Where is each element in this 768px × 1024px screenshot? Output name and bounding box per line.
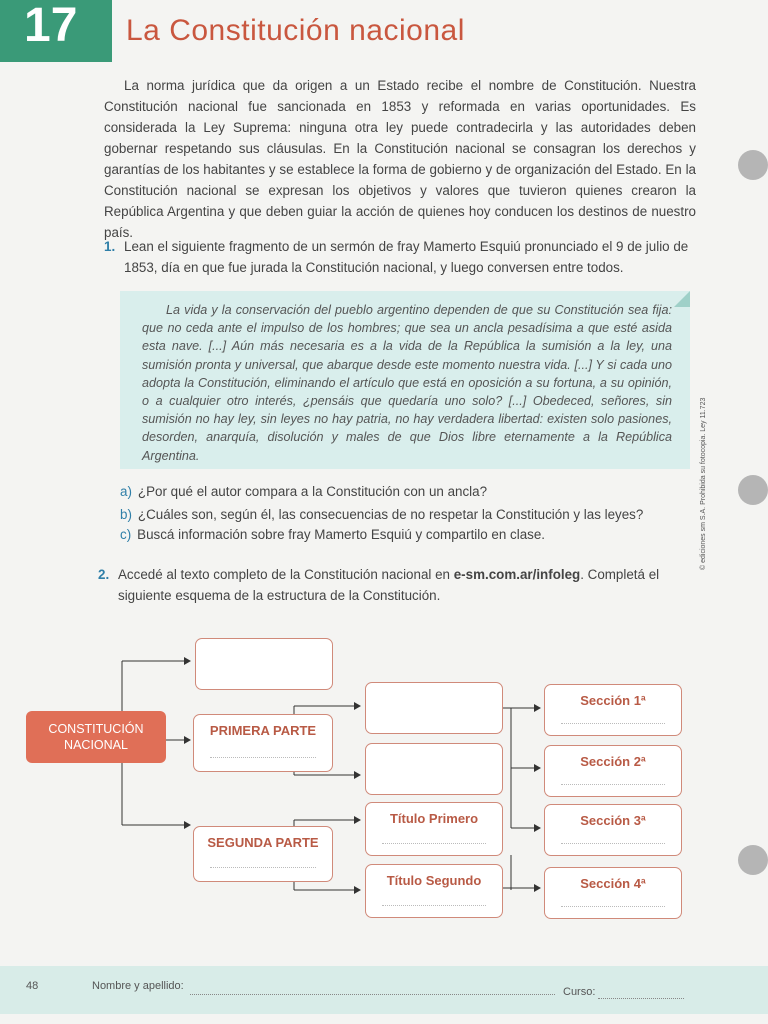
arrow-seccion-2: [534, 764, 541, 772]
chapter-number-badge: 17: [0, 0, 112, 62]
blank-box-capitulo-2[interactable]: [365, 743, 503, 795]
subquestion-a-letter: a): [120, 484, 132, 499]
seccion-2-label: Sección 2ª: [580, 754, 646, 769]
answer-line[interactable]: [561, 906, 665, 907]
copyright-text: © ediciones sm S.A. Prohibida su fotocopia. Ley 11.723: [700, 397, 707, 570]
node-seccion-3: [544, 804, 682, 856]
question-2-number: 2.: [98, 567, 110, 582]
quote-text: La vida y la conservación del pueblo argentino dependen de que su Constitución sea fija: que no ceda ante el impulso de los hombres; que sea un ancla pesadísima a que esté asida esta nave. [...] Aún más necesaria es a la vida de la República la sumisión a la ley, una sumisión pronta y universal, que abarque desde este momento nuestra vida. [...] Y si cada uno adopta la Constitución, eliminando el artículo que está en oposición a su fortuna, a su opinión, o a cualquier otro interés, ¿pensáis que quedaría uno solo? [...] Obedeced, señores, sin sumisión no hay ley, sin leyes no hay patria, no hay verdadera libertad: existen solo pasiones, desorden, anarquía, disolución y males de que Dios libre eternamente a la República Argentina.: [142, 303, 672, 463]
node-segunda-parte: [193, 826, 333, 882]
seccion-4-label: Sección 4ª: [580, 876, 646, 891]
arrow-segunda: [184, 821, 191, 829]
answer-line[interactable]: [382, 905, 486, 906]
blank-box-capitulo-1[interactable]: [365, 682, 503, 734]
course-label: Curso:: [563, 986, 596, 998]
arrow-seccion-1: [534, 704, 541, 712]
name-input-line[interactable]: [190, 994, 555, 995]
node-primera-parte: [193, 714, 333, 772]
node-seccion-2: [544, 745, 682, 797]
answer-line[interactable]: [210, 867, 316, 868]
course-input-line[interactable]: [598, 998, 684, 999]
subquestion-c-letter: c): [120, 527, 132, 542]
node-titulo-segundo: [365, 864, 503, 918]
question-2-text-before: Accedé al texto completo de la Constitución nacional en: [118, 567, 454, 582]
titulo-primero-label: Título Primero: [389, 811, 479, 826]
node-seccion-1: [544, 684, 682, 736]
subquestion-b-letter: b): [120, 507, 132, 522]
primera-parte-label: PRIMERA PARTE: [209, 723, 317, 738]
segunda-parte-label: SEGUNDA PARTE: [207, 835, 319, 850]
arrow-blank-capitulo-2: [354, 771, 361, 779]
question-2-text-after: . Completá el siguiente esquema de la estructura de la Constitución.: [118, 567, 660, 603]
seccion-1-label: Sección 1ª: [580, 693, 646, 708]
answer-line[interactable]: [561, 784, 665, 785]
arrow-titulo-segundo: [354, 886, 361, 894]
titulo-segundo-label: Título Segundo: [386, 873, 482, 888]
seccion-3-label: Sección 3ª: [580, 813, 646, 828]
question-1-text: Lean el siguiente fragmento de un sermón de fray Mamerto Esquiú pronunciado el 9 de julio de 1853, día en que fue jurada la Constitución nacional, y luego conversen entre todos.: [124, 239, 689, 275]
page-number: 48: [26, 980, 39, 992]
arrow-primera: [184, 736, 191, 744]
answer-line[interactable]: [210, 757, 316, 758]
question-1-number: 1.: [104, 239, 116, 254]
intro-text: La norma jurídica que da origen a un Estado recibe el nombre de Constitución. Nuestra Constitución nacional fue sancionada en 1853 y reformada en varias oportunidades. Es considerada la Ley Suprema: ninguna otra ley puede contradecirla y las autoridades deben gobernar respetando sus cláusulas. En la Constitución nacional se consagran los derechos y garantías de los habitantes y se establece la forma de gobierno y de organización del Estado. En la Constitución nacional se expresan los objetivos y valores que tuvieron quienes crearon la República Argentina y que deben guiar la acción de quienes hoy conducen los destinos de nuestro país.: [104, 78, 696, 240]
arrow-blank-top: [184, 657, 191, 665]
arrow-seccion-4: [534, 884, 541, 892]
arrow-titulo-primero: [354, 816, 361, 824]
subquestion-b-text: ¿Cuáles son, según él, las consecuencias de no respetar la Constitución y las leyes?: [137, 507, 644, 522]
answer-line[interactable]: [561, 843, 665, 844]
page-title: La Constitución nacional: [126, 14, 465, 47]
root-node-constitucion: CONSTITUCIÓN NACIONAL: [26, 711, 166, 763]
arrow-blank-capitulo-1: [354, 702, 361, 710]
subquestion-a-text: ¿Por qué el autor compara a la Constitución con un ancla?: [137, 484, 488, 499]
node-titulo-primero: [365, 802, 503, 856]
answer-line[interactable]: [561, 723, 665, 724]
subquestion-c-text: Buscá información sobre fray Mamerto Esquiú y compartilo en clase.: [137, 527, 546, 542]
name-label: Nombre y apellido:: [92, 980, 184, 992]
blank-box-top[interactable]: [195, 638, 333, 690]
arrow-seccion-3: [534, 824, 541, 832]
infoleg-link[interactable]: e-sm.com.ar/infoleg: [453, 567, 581, 582]
node-seccion-4: [544, 867, 682, 919]
answer-line[interactable]: [382, 843, 486, 844]
